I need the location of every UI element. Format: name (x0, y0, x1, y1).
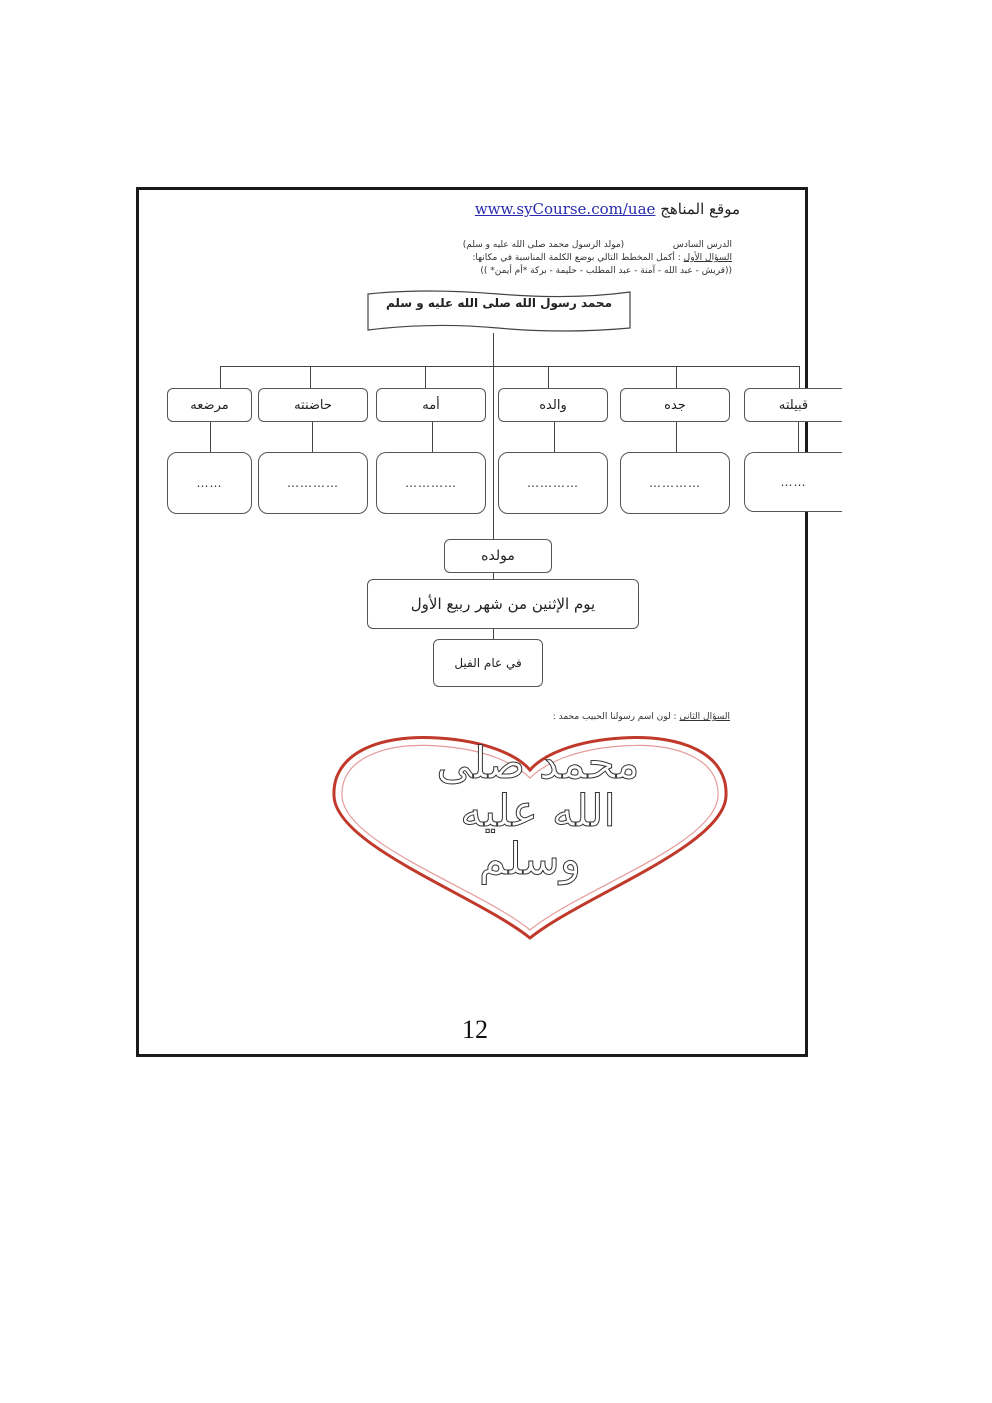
category-box-grandfather: جده (620, 388, 730, 422)
question1-label: السؤال الأول (683, 253, 732, 263)
word-bank (362, 266, 732, 276)
answer-box[interactable]: ………… (258, 452, 368, 514)
heart-shape (328, 726, 732, 946)
drop-line (799, 366, 800, 388)
connector-line (493, 629, 494, 639)
answer-box[interactable]: ………… (498, 452, 608, 514)
category-box-wetnurse: مرضعه (167, 388, 252, 422)
question1-text: : أكمل المخطط التالي بوضع الكلمة المناسبة في مكانها: (472, 253, 681, 263)
answer-box[interactable]: …… (167, 452, 252, 514)
drop-line (210, 422, 211, 452)
drop-line (548, 366, 549, 388)
site-label: موقع المناهج (660, 200, 740, 218)
question2-text: : لون اسم رسولنا الحبيب محمد : (552, 712, 677, 722)
category-box-caretaker: حاضنته (258, 388, 368, 422)
drop-line (310, 366, 311, 388)
word-bank-text: ((قريش - عبد الله - آمنة - عبد المطلب - حليمة - بركة *أم أيمن* )) (480, 266, 732, 276)
site-header (440, 200, 740, 218)
page-number: 12 (462, 1015, 488, 1044)
branch-line (220, 366, 799, 367)
answer-box[interactable]: ………… (620, 452, 730, 514)
site-url-link[interactable]: www.syCourse.com/uae (474, 200, 656, 218)
drop-line (432, 422, 433, 452)
birth-day-box: يوم الإثنين من شهر ربيع الأول (367, 579, 639, 629)
question2-line (430, 712, 730, 722)
heart-line-1: محمد صلى (436, 738, 640, 789)
root-label: محمد رسول الله صلى الله عليه و سلم (385, 296, 612, 310)
lesson-number: الدرس السادس (672, 240, 732, 250)
answer-box[interactable]: …… (744, 452, 842, 512)
drop-line (798, 422, 799, 452)
answer-box[interactable]: ………… (376, 452, 486, 514)
trunk-line (493, 333, 494, 545)
drop-line (676, 366, 677, 388)
birth-label-box: مولده (444, 539, 552, 573)
drop-line (554, 422, 555, 452)
question1-line (392, 253, 732, 263)
drop-line (425, 366, 426, 388)
drop-line (676, 422, 677, 452)
drop-line (312, 422, 313, 452)
category-box-father: والده (498, 388, 608, 422)
question2-label: السؤال الثاني (679, 712, 730, 722)
category-box-mother: أمه (376, 388, 486, 422)
lesson-line (392, 240, 732, 250)
heart-line-2: الله عليه (460, 786, 616, 837)
heart-line-3: وسلم (479, 834, 581, 885)
birth-year-box: في عام الفيل (433, 639, 543, 687)
category-box-tribe: قبيلته (744, 388, 842, 422)
drop-line (220, 366, 221, 388)
lesson-title: (مولد الرسول محمد صلى الله عليه و سلم) (462, 240, 625, 250)
